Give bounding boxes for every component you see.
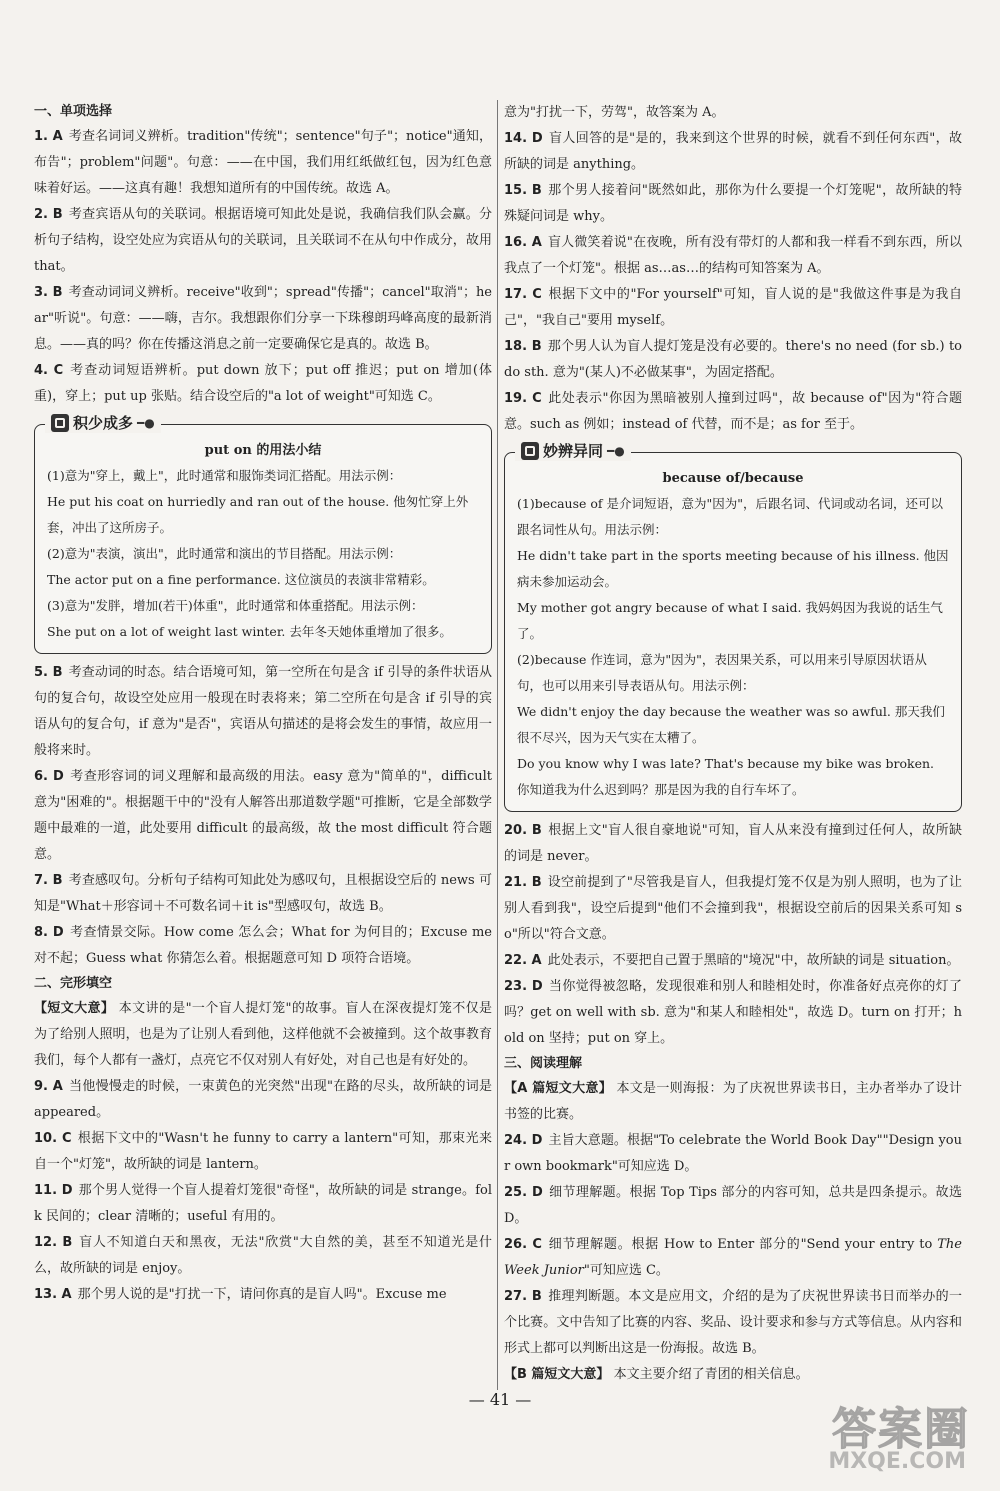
answer-number: 16. A bbox=[504, 235, 542, 250]
answer-19 bbox=[504, 386, 962, 438]
answer-text: 当你觉得被忽略，发现很难和别人和睦相处时，你准备好点亮你的灯了吗？get on well with sb. 意为"和某人和睦相处"，故选 D。turn on 打开；hold on 坚持；put on 穿上。 bbox=[504, 979, 962, 1046]
tip-line: (2)意为"表演，演出"，此时通常和演出的节目搭配。用法示例： bbox=[47, 546, 402, 561]
answer-number: 5. B bbox=[34, 665, 63, 680]
tip-box-label: 积少成多 bbox=[73, 414, 134, 432]
arrow-icon: ━● bbox=[607, 443, 625, 458]
answer-text: 考查宾语从句的关联词。根据语境可知此处是说，我确信我们队会赢。分析句子结构，设空处应为宾语从句的关联词，且关联词不在从句中作成分，故用 that。 bbox=[34, 207, 492, 274]
answer-number: 2. B bbox=[34, 207, 63, 222]
tip-box-because bbox=[504, 442, 962, 812]
answer-text: 细节理解题。根据 Top Tips 部分的内容可知，总共是四条提示。故选 D。 bbox=[504, 1185, 962, 1226]
answer-5 bbox=[34, 660, 492, 764]
tip-line: We didn't enjoy the day because the weather was so awful. 那天我们很不尽兴，因为天气实在太糟了。 bbox=[517, 704, 945, 745]
section-title-reading: 三、阅读理解 bbox=[504, 1056, 583, 1071]
answer-number: 22. A bbox=[504, 953, 542, 968]
answer-2 bbox=[34, 202, 492, 280]
italic-title: The Week Junior bbox=[504, 1237, 962, 1278]
watermark-url: MXQE.COM bbox=[828, 1449, 966, 1474]
answer-27 bbox=[504, 1284, 962, 1362]
tip-line: (1)because of 是介词短语，意为"因为"，后跟名词、代词或动名词，还可以跟名词性从句。用法示例： bbox=[517, 496, 944, 537]
answer-16 bbox=[504, 230, 962, 282]
answer-26 bbox=[504, 1232, 962, 1284]
tip-line: She put on a lot of weight last winter. 去年冬天她体重增加了很多。 bbox=[47, 624, 452, 639]
answer-text: "可知应选 C。 bbox=[583, 1263, 669, 1278]
answer-4 bbox=[34, 358, 492, 410]
tip-box-put-on bbox=[34, 414, 492, 654]
book-icon bbox=[51, 414, 69, 432]
answer-number: 23. D bbox=[504, 979, 543, 994]
answer-number: 15. B bbox=[504, 183, 542, 198]
answer-7 bbox=[34, 868, 492, 920]
summary-text: 本文讲的是"一个盲人提灯笼"的故事。盲人在深夜提灯笼不仅是为了给别人照明，也是为了让别人看到他，这样他就不会被撞到。这个故事教育我们，每个人都有一盏灯，点亮它不仅对别人有好处，对自己也是有好处的。 bbox=[34, 1001, 492, 1068]
answer-number: 27. B bbox=[504, 1289, 542, 1304]
answer-text: 盲人微笑着说"在夜晚，所有没有带灯的人都和我一样看不到东西，所以我点了一个灯笼"。根据 as…as…的结构可知答案为 A。 bbox=[504, 235, 962, 276]
answer-text: 设空前提到了"尽管我是盲人，但我提灯笼不仅是为别人照明，也为了让别人看到我"，设空后提到"他们不会撞到我"，根据设空前后的因果关系可知 so"所以"符合文意。 bbox=[504, 875, 962, 942]
answer-number: 1. A bbox=[34, 129, 63, 144]
answer-number: 13. A bbox=[34, 1287, 72, 1302]
summary-label: 【B 篇短文大意】 bbox=[504, 1367, 610, 1382]
answer-21 bbox=[504, 870, 962, 948]
arrow-icon: ━● bbox=[137, 415, 155, 430]
left-column bbox=[34, 100, 492, 1308]
compare-icon bbox=[521, 442, 539, 460]
tip-box-label: 妙辨异同 bbox=[543, 442, 604, 460]
answer-number: 12. B bbox=[34, 1235, 73, 1250]
answer-number: 21. B bbox=[504, 875, 542, 890]
column-divider bbox=[497, 100, 498, 1390]
answer-text: 此处表示"你因为黑暗被别人撞到过吗"，故 because of"因为"符合题意。such as 例如；instead of 代替，而不是；as for 至于。 bbox=[504, 391, 962, 432]
answer-text: 考查动词的时态。结合语境可知，第一空所在句是含 if 引导的条件状语从句的复合句，故设空处应用一般现在时表将来；第二空所在句是含 if 引导的宾语从句的复合句，if 意为"是否"，宾语从句描述的是将会发生的事情，故应用一般将来时。 bbox=[34, 665, 493, 758]
answer-text: 考查情景交际。How come 怎么会；What for 为何目的；Excuse me 对不起；Guess what 你猜怎么着。根据题意可知 D 项符合语境。 bbox=[34, 925, 492, 966]
watermark-text: 答案圈 bbox=[832, 1404, 970, 1455]
answer-3 bbox=[34, 280, 492, 358]
answer-number: 7. B bbox=[34, 873, 63, 888]
answer-number: 19. C bbox=[504, 391, 542, 406]
answer-text: 当他慢慢走的时候，一束黄色的光突然"出现"在路的尽头，故所缺的词是 appeared。 bbox=[34, 1079, 492, 1120]
answer-25 bbox=[504, 1180, 962, 1232]
answer-text: 考查名词词义辨析。tradition"传统"；sentence"句子"；notice"通知，布告"；problem"问题"。句意：——在中国，我们用红纸做红包，因为红色意味着好运。——这真有趣！我想知道所有的中国传统。故选 A。 bbox=[34, 129, 492, 196]
tip-box-title: put on 的用法小结 bbox=[204, 443, 322, 458]
answer-22 bbox=[504, 948, 962, 974]
answer-number: 17. C bbox=[504, 287, 542, 302]
answer-text: 盲人回答的是"是的，我来到这个世界的时候，就看不到任何东西"，故所缺的词是 anything。 bbox=[504, 131, 962, 172]
right-column bbox=[504, 100, 962, 1388]
answer-6 bbox=[34, 764, 492, 868]
answer-text: 盲人不知道白天和黑夜，无法"欣赏"大自然的美，甚至不知道光是什么，故所缺的词是 enjoy。 bbox=[34, 1235, 492, 1276]
tip-line: He didn't take part in the sports meeting because of his illness. 他因病未参加运动会。 bbox=[517, 548, 949, 589]
answer-text: 那个男人觉得一个盲人提着灯笼很"奇怪"，故所缺的词是 strange。folk 民间的；clear 清晰的；useful 有用的。 bbox=[34, 1183, 492, 1224]
answer-text: 考查动词短语辨析。put down 放下；put off 推迟；put on 增加(体重)，穿上；put up 张贴。结合设空后的"a lot of weight"可知选 C。 bbox=[34, 363, 492, 404]
answer-18 bbox=[504, 334, 962, 386]
answer-text: 推理判断题。本文是应用文，介绍的是为了庆祝世界读书日而举办的一个比赛。文中告知了比赛的内容、奖品、设计要求和参与方式等信息。从内容和形式上都可以判断出这是一份海报。故选 B。 bbox=[504, 1289, 962, 1356]
answer-number: 9. A bbox=[34, 1079, 63, 1094]
summary-label: 【A 篇短文大意】 bbox=[504, 1081, 612, 1096]
answer-text: 此处表示，不要把自己置于黑暗的"境况"中，故所缺的词是 situation。 bbox=[547, 953, 960, 968]
summary-label: 【短文大意】 bbox=[34, 1001, 115, 1016]
answer-24 bbox=[504, 1128, 962, 1180]
answer-15 bbox=[504, 178, 962, 230]
answer-10 bbox=[34, 1126, 492, 1178]
answer-text: 根据下文中的"Wasn't he funny to carry a lantern"可知，那束光来自一个"灯笼"，故所缺的词是 lantern。 bbox=[34, 1131, 492, 1172]
answer-number: 26. C bbox=[504, 1237, 542, 1252]
answer-11 bbox=[34, 1178, 492, 1230]
answer-number: 8. D bbox=[34, 925, 64, 940]
tip-line: (2)because 作连词，意为"因为"，表因果关系，可以用来引导原因状语从句，也可以用来引导表语从句。用法示例： bbox=[517, 652, 927, 693]
answer-number: 10. C bbox=[34, 1131, 72, 1146]
answer-13 bbox=[34, 1282, 492, 1308]
tip-line: The actor put on a fine performance. 这位演员的表演非常精彩。 bbox=[47, 572, 435, 587]
tip-line: (3)意为"发胖，增加(若干)体重"，此时通常和体重搭配。用法示例： bbox=[47, 598, 424, 613]
summary-passage-b bbox=[504, 1362, 962, 1388]
answer-text: 主旨大意题。根据"To celebrate the World Book Day""Design your own bookmark"可知应选 D。 bbox=[504, 1133, 962, 1174]
answer-13-continued: 意为"打扰一下，劳驾"，故答案为 A。 bbox=[504, 105, 725, 120]
answer-number: 3. B bbox=[34, 285, 63, 300]
answer-text: 那个男人说的是"打扰一下，请问你真的是盲人吗"。Excuse me bbox=[77, 1287, 447, 1302]
answer-text: 考查动词词义辨析。receive"收到"；spread"传播"；cancel"取消"；hear"听说"。句意：——嗨，吉尔。我想跟你们分享一下珠穆朗玛峰高度的最新消息。——真的吗？你在传播这消息之前一定要确保它是真的。故选 B。 bbox=[34, 285, 493, 352]
tip-box-title: because of/because bbox=[662, 471, 804, 486]
section-title-single-choice: 一、单项选择 bbox=[34, 104, 113, 119]
tip-box-header bbox=[45, 412, 161, 433]
answer-number: 14. D bbox=[504, 131, 543, 146]
tip-box-header bbox=[515, 440, 631, 461]
answer-8 bbox=[34, 920, 492, 972]
watermark-logo bbox=[760, 1393, 970, 1483]
answer-text: 根据上文"盲人很自豪地说"可知，盲人从来没有撞到过任何人，故所缺的词是 never。 bbox=[504, 823, 963, 864]
section-title-cloze: 二、完形填空 bbox=[34, 976, 113, 991]
answer-17 bbox=[504, 282, 962, 334]
answer-number: 25. D bbox=[504, 1185, 543, 1200]
page-number: — 41 — bbox=[468, 1390, 532, 1409]
summary-cloze bbox=[34, 996, 492, 1074]
tip-line: My mother got angry because of what I said. 我妈妈因为我说的话生气了。 bbox=[517, 600, 943, 641]
tip-line: (1)意为"穿上，戴上"，此时通常和服饰类词汇搭配。用法示例： bbox=[47, 468, 402, 483]
answer-text: 细节理解题。根据 How to Enter 部分的"Send your entry to bbox=[547, 1237, 938, 1252]
answer-12 bbox=[34, 1230, 492, 1282]
answer-text: 考查形容词的词义理解和最高级的用法。easy 意为"简单的"，difficult 意为"困难的"。根据题干中的"没有人解答出那道数学题"可推断，它是全部数学题中最难的一道，此处要用 difficult 的最高级，故 the most difficult 符合题意。 bbox=[34, 769, 492, 862]
answer-1 bbox=[34, 124, 492, 202]
answer-text: 那个男人接着问"既然如此，那你为什么要提一个灯笼呢"，故所缺的特殊疑问词是 why。 bbox=[504, 183, 963, 224]
answer-23 bbox=[504, 974, 962, 1052]
answer-14 bbox=[504, 126, 962, 178]
answer-number: 4. C bbox=[34, 363, 64, 378]
tip-line: He put his coat on hurriedly and ran out of the house. 他匆忙穿上外套，冲出了这所房子。 bbox=[47, 494, 469, 535]
summary-passage-a bbox=[504, 1076, 962, 1128]
summary-text: 本文是一则海报：为了庆祝世界读书日，主办者举办了设计书签的比赛。 bbox=[504, 1081, 962, 1122]
summary-text: 本文主要介绍了青团的相关信息。 bbox=[613, 1367, 809, 1382]
answer-number: 11. D bbox=[34, 1183, 73, 1198]
answer-text: 考查感叹句。分析句子结构可知此处为感叹句，且根据设空后的 news 可知是"What＋形容词＋不可数名词＋it is"型感叹句，故选 B。 bbox=[34, 873, 492, 914]
answer-number: 20. B bbox=[504, 823, 542, 838]
answer-number: 6. D bbox=[34, 769, 64, 784]
answer-20 bbox=[504, 818, 962, 870]
answer-text: 那个男人认为盲人提灯笼是没有必要的。there's no need (for sb.) to do sth. 意为"(某人)不必做某事"，为固定搭配。 bbox=[504, 339, 962, 380]
answer-number: 18. B bbox=[504, 339, 542, 354]
answer-9 bbox=[34, 1074, 492, 1126]
answer-text: 根据下文中的"For yourself"可知，盲人说的是"我做这件事是为我自己"，"我自己"要用 myself。 bbox=[504, 287, 962, 328]
answer-number: 24. D bbox=[504, 1133, 543, 1148]
tip-line: Do you know why I was late? That's because my bike was broken. 你知道我为什么迟到吗？那是因为我的自行车坏了。 bbox=[517, 756, 934, 797]
